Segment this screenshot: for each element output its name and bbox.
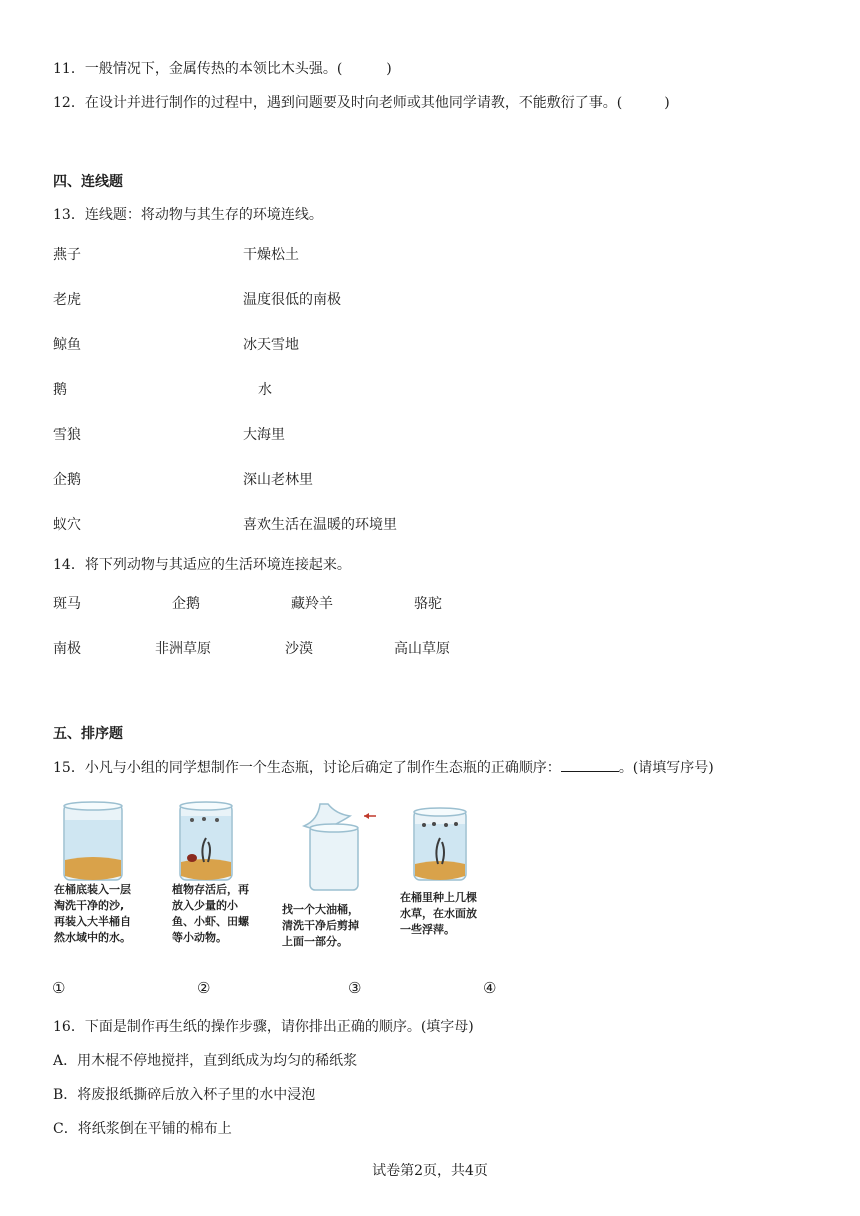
jar-with-animals-illustration <box>170 798 280 888</box>
step-number: ③ <box>348 979 362 997</box>
q14-animal: 骆驼 <box>414 596 442 612</box>
q14-animal: 藏羚羊 <box>291 596 333 612</box>
page-footer: 试卷第2页，共4页 <box>372 1163 488 1179</box>
section-heading-4: 四、连线题 <box>53 174 123 190</box>
q13-habitat: 冰天雪地 <box>243 337 299 353</box>
question-16-prompt: 16．下面是制作再生纸的操作步骤，请你排出正确的顺序。(填字母) <box>53 1019 474 1035</box>
ecobottle-step-figure <box>50 798 160 958</box>
q13-animal: 老虎 <box>53 292 81 308</box>
q14-habitat: 非洲草原 <box>155 641 211 657</box>
answer-blank[interactable] <box>561 757 619 772</box>
question-15-text: 15．小凡与小组的同学想制作一个生态瓶，讨论后确定了制作生态瓶的正确顺序： <box>53 760 561 776</box>
step-caption: 在桶里种上几棵 水草，在水面放 一些浮萍。 <box>400 891 477 936</box>
q13-animal: 蚁穴 <box>53 517 81 533</box>
step-caption: 植物存活后，再 放入少量的小 鱼、小虾、田螺 等小动物。 <box>172 883 249 944</box>
question-11-close: ) <box>386 61 392 77</box>
question-14-prompt: 14．将下列动物与其适应的生活环境连接起来。 <box>53 557 351 573</box>
section-heading-5: 五、排序题 <box>53 726 123 742</box>
q13-habitat: 温度很低的南极 <box>243 292 341 308</box>
q14-habitat: 南极 <box>53 641 81 657</box>
q14-habitat: 沙漠 <box>285 641 313 657</box>
question-12-text: 12．在设计并进行制作的过程中，遇到问题要及时向老师或其他同学请教，不能敷衍了事。( <box>53 95 623 111</box>
q13-habitat: 干燥松土 <box>243 247 299 263</box>
jar-with-plants-illustration <box>396 798 506 888</box>
q16-option-a: A．用木棍不停地搅拌，直到纸成为均匀的稀纸浆 <box>53 1053 358 1069</box>
question-15-suffix: 。(请填写序号) <box>618 760 714 776</box>
q13-habitat: 水 <box>258 382 272 398</box>
question-11-text: 11．一般情况下，金属传热的本领比木头强。( <box>53 61 343 77</box>
q13-habitat: 喜欢生活在温暖的环境里 <box>243 517 397 533</box>
q13-animal: 企鹅 <box>53 472 81 488</box>
q13-animal: 雪狼 <box>53 427 81 443</box>
ecobottle-step-figure <box>396 798 506 958</box>
ecobottle-step-figure <box>170 798 280 958</box>
q14-animal: 企鹅 <box>172 596 200 612</box>
question-12-close: ) <box>664 95 670 111</box>
step-caption: 找一个大油桶， 清洗干净后剪掉 上面一部分。 <box>282 903 359 948</box>
q14-animal: 斑马 <box>53 596 81 612</box>
q13-animal: 燕子 <box>53 247 81 263</box>
question-11 <box>53 59 392 79</box>
question-12 <box>53 93 670 113</box>
q16-option-c: C．将纸浆倒在平铺的棉布上 <box>53 1121 232 1137</box>
question-13-prompt: 13．连线题：将动物与其生存的环境连线。 <box>53 207 323 223</box>
ecobottle-step-figure <box>280 798 390 958</box>
q13-habitat: 大海里 <box>243 427 285 443</box>
cut-bottle-illustration <box>280 798 390 898</box>
step-number: ① <box>52 979 66 997</box>
step-number: ② <box>197 979 211 997</box>
q13-animal: 鹅 <box>53 382 67 398</box>
q13-habitat: 深山老林里 <box>243 472 313 488</box>
q14-habitat: 高山草原 <box>394 641 450 657</box>
jar-sand-water-illustration <box>50 798 160 888</box>
q16-option-b: B．将废报纸撕碎后放入杯子里的水中浸泡 <box>53 1087 316 1103</box>
q13-animal: 鲸鱼 <box>53 337 81 353</box>
question-15-prompt <box>53 757 714 778</box>
step-number: ④ <box>483 979 497 997</box>
step-caption: 在桶底装入一层 淘洗干净的沙, 再装入大半桶自 然水域中的水。 <box>54 883 131 944</box>
